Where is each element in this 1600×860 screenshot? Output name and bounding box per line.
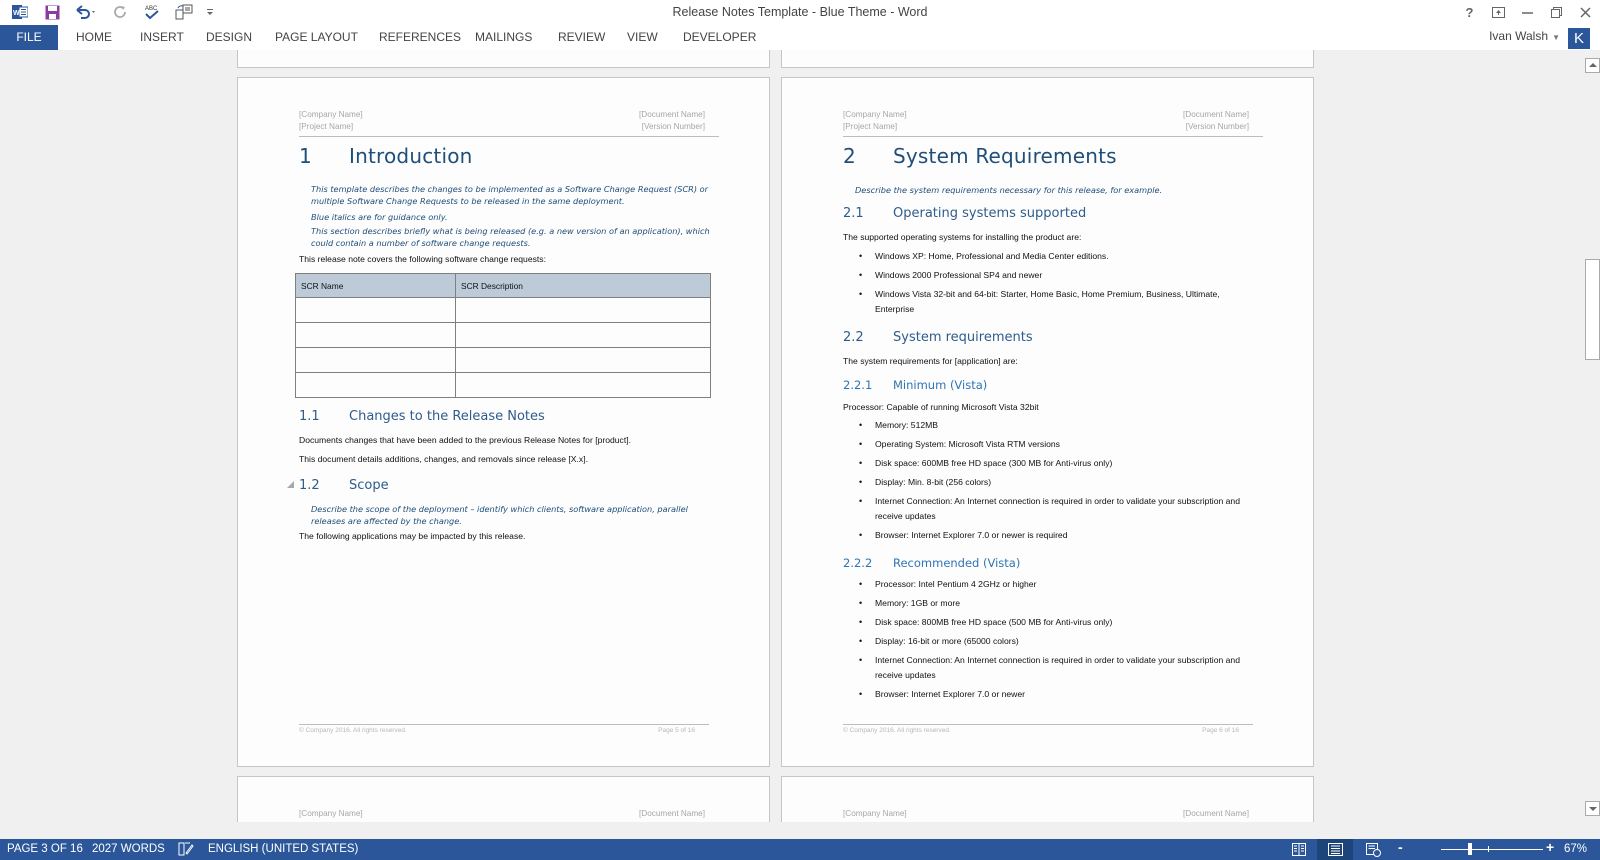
minimize-icon[interactable] [1513, 0, 1542, 25]
table-cell[interactable] [296, 373, 456, 398]
page-header [843, 808, 1263, 822]
user-name[interactable]: Ivan Walsh [1489, 29, 1548, 43]
list-item: • Processor: Intel Pentium 4 2GHz or higher [843, 577, 1253, 592]
tab-file[interactable]: FILE [0, 25, 58, 50]
zoom-slider[interactable] [1441, 849, 1543, 850]
list-item: • Internet Connection: An Internet connection is required in order to validate your subscription and receive updates [843, 653, 1253, 682]
header-document: [Document Name] [1183, 110, 1249, 119]
restore-icon[interactable] [1542, 0, 1571, 25]
tab-view[interactable]: VIEW [627, 30, 658, 44]
body-text: The following applications may be impacted by this release. [299, 531, 526, 541]
heading-1-2: 1.2 Scope [299, 478, 389, 493]
list-item: • Windows XP: Home, Professional and Media Center editions. [843, 249, 1253, 264]
header-version: [Version Number] [641, 122, 705, 131]
list-item: • Disk space: 800MB free HD space (500 MB for Anti-virus only) [843, 615, 1253, 630]
list-item: • Operating System: Microsoft Vista RTM versions [843, 437, 1253, 452]
page-left[interactable] [237, 77, 770, 767]
language-indicator[interactable]: ENGLISH (UNITED STATES) [208, 843, 359, 855]
collapse-heading-icon[interactable] [287, 481, 294, 488]
guidance-text: This template describes the changes to be implemented as a Software Change Request (SCR) or multiple Software Change Requests to be released in the same deployment. [311, 184, 709, 206]
scr-table [295, 273, 711, 398]
page-header [843, 109, 1263, 137]
table-header-scr-name: SCR Name [296, 274, 456, 298]
ribbon-tab-bar [0, 25, 1600, 50]
page-header [299, 109, 719, 137]
new-document-icon[interactable] [172, 2, 196, 22]
quick-access-toolbar [8, 2, 224, 22]
body-text: Processor: Capable of running Microsoft Vista 32bit [843, 402, 1039, 412]
heading-2-2: 2.2 System requirements [843, 330, 1033, 345]
tab-insert[interactable]: INSERT [140, 30, 184, 44]
heading-1-introduction: 1 Introduction [299, 144, 473, 168]
zoom-in-button[interactable]: + [1546, 839, 1555, 855]
table-row [296, 298, 711, 323]
scroll-up-icon[interactable] [1585, 58, 1600, 73]
table-row [296, 373, 711, 398]
minimum-requirements-list [843, 418, 1253, 547]
document-canvas[interactable] [0, 50, 1584, 822]
read-mode-icon[interactable] [1281, 839, 1317, 860]
page-header [299, 808, 719, 822]
table-cell[interactable] [296, 298, 456, 323]
recommended-requirements-list [843, 577, 1253, 706]
guidance-text: Blue italics are for guidance only. [311, 212, 448, 222]
footer-page-number: Page 5 of 16 [658, 727, 695, 734]
title-bar [0, 0, 1600, 25]
list-item: • Windows 2000 Professional SP4 and newer [843, 268, 1253, 283]
footer-copyright: © Company 2016. All rights reserved. [843, 727, 951, 734]
header-document: [Document Name] [639, 110, 705, 119]
body-text: The supported operating systems for installing the product are: [843, 232, 1082, 242]
tab-references[interactable]: REFERENCES [379, 30, 462, 44]
svg-text:ABC: ABC [145, 6, 158, 12]
list-item: • Windows Vista 32-bit and 64-bit: Starter, Home Basic, Home Premium, Business, Ultimate, Enterprise [843, 287, 1253, 316]
list-item: • Browser: Internet Explorer 7.0 or newer is required [843, 528, 1253, 543]
header-company: [Company Name] [843, 110, 907, 119]
user-menu-chevron-icon[interactable]: ▼ [1552, 33, 1560, 42]
header-document: [Document Name] [639, 809, 705, 818]
tab-home[interactable]: HOME [76, 30, 112, 44]
redo-icon[interactable] [108, 2, 132, 22]
zoom-slider-thumb[interactable] [1468, 843, 1472, 855]
scroll-down-icon[interactable] [1585, 801, 1600, 816]
tab-mailings[interactable]: MAILINGS [475, 30, 533, 44]
svg-text:W: W [13, 10, 20, 17]
table-cell[interactable] [456, 348, 711, 373]
tab-review[interactable]: REVIEW [558, 30, 606, 44]
table-cell[interactable] [296, 323, 456, 348]
help-button[interactable]: ? [1465, 5, 1474, 20]
heading-2-1: 2.1 Operating systems supported [843, 206, 1087, 221]
zoom-slider-center-tick [1488, 846, 1489, 852]
list-item: • Display: 16-bit or more (65000 colors) [843, 634, 1253, 649]
table-row [296, 348, 711, 373]
table-header-scr-description: SCR Description [456, 274, 711, 298]
heading-1-1: 1.1 Changes to the Release Notes [299, 409, 545, 424]
header-company: [Company Name] [299, 110, 363, 119]
heading-2-2-1: 2.2.1 Minimum (Vista) [843, 378, 988, 392]
footer-copyright: © Company 2016. All rights reserved. [299, 727, 407, 734]
spelling-check-icon[interactable] [140, 2, 164, 22]
table-cell[interactable] [456, 373, 711, 398]
header-project: [Project Name] [299, 122, 354, 131]
tab-developer[interactable]: DEVELOPER [683, 30, 757, 44]
status-bar [0, 839, 1600, 860]
body-text: This release note covers the following software change requests: [299, 254, 546, 264]
zoom-out-button[interactable]: - [1398, 839, 1403, 855]
header-company: [Company Name] [299, 809, 363, 818]
next-page-right [781, 776, 1314, 822]
table-cell[interactable] [456, 298, 711, 323]
avatar[interactable]: K [1568, 28, 1590, 49]
window-controls [1455, 0, 1600, 25]
previous-page-right [781, 50, 1314, 68]
heading-2-2-2: 2.2.2 Recommended (Vista) [843, 556, 1021, 570]
os-list [843, 249, 1253, 321]
table-cell[interactable] [296, 348, 456, 373]
close-icon[interactable] [1571, 0, 1600, 25]
page-right[interactable] [781, 77, 1314, 767]
save-icon[interactable] [40, 2, 64, 22]
previous-page-left [237, 50, 770, 68]
body-text: This document details additions, changes, and removals since release [X.x]. [299, 454, 588, 464]
next-page-left [237, 776, 770, 822]
web-layout-icon[interactable] [1355, 839, 1391, 860]
list-item: • Disk space: 600MB free HD space (300 MB for Anti-virus only) [843, 456, 1253, 471]
list-item: • Memory: 512MB [843, 418, 1253, 433]
undo-icon[interactable] [72, 2, 100, 22]
proofing-icon[interactable] [178, 842, 194, 860]
page-footer [299, 724, 709, 738]
page-footer [843, 724, 1253, 738]
header-project: [Project Name] [843, 122, 898, 131]
scrollbar-thumb[interactable] [1585, 259, 1600, 360]
header-version: [Version Number] [1185, 122, 1249, 131]
list-item: • Browser: Internet Explorer 7.0 or newer [843, 687, 1253, 702]
tab-page-layout[interactable]: PAGE LAYOUT [275, 30, 358, 44]
word-logo-icon[interactable] [8, 2, 32, 22]
window-title: Release Notes Template - Blue Theme - Word [672, 5, 928, 19]
print-layout-icon[interactable] [1317, 839, 1353, 860]
header-company: [Company Name] [843, 809, 907, 818]
vertical-scrollbar[interactable] [1584, 50, 1600, 822]
list-item: • Display: Min. 8-bit (256 colors) [843, 475, 1253, 490]
table-cell[interactable] [456, 323, 711, 348]
body-text: Documents changes that have been added to the previous Release Notes for [product]. [299, 435, 632, 445]
customize-qat-icon[interactable] [204, 2, 216, 22]
heading-2-system-requirements: 2 System Requirements [843, 144, 1117, 168]
guidance-text: This section describes briefly what is being released (e.g. a new version of an application), which could contain a number of software change requests. [311, 226, 710, 248]
word-count[interactable]: 2027 WORDS [92, 843, 165, 855]
guidance-text: Describe the system requirements necessary for this release, for example. [855, 185, 1163, 195]
guidance-text: Describe the scope of the deployment – identify which clients, software application, parallel releases are affected by the change. [311, 504, 688, 526]
list-item: • Internet Connection: An Internet connection is required in order to validate your subscription and receive updates [843, 494, 1253, 523]
header-document: [Document Name] [1183, 809, 1249, 818]
tab-design[interactable]: DESIGN [206, 30, 253, 44]
table-row [296, 323, 711, 348]
ribbon-display-options-icon[interactable] [1484, 0, 1513, 25]
zoom-level[interactable]: 67% [1564, 843, 1588, 855]
footer-page-number: Page 6 of 16 [1202, 727, 1239, 734]
list-item: • Memory: 1GB or more [843, 596, 1253, 611]
page-count[interactable]: PAGE 3 OF 16 [7, 843, 83, 855]
body-text: The system requirements for [application] are: [843, 356, 1018, 366]
